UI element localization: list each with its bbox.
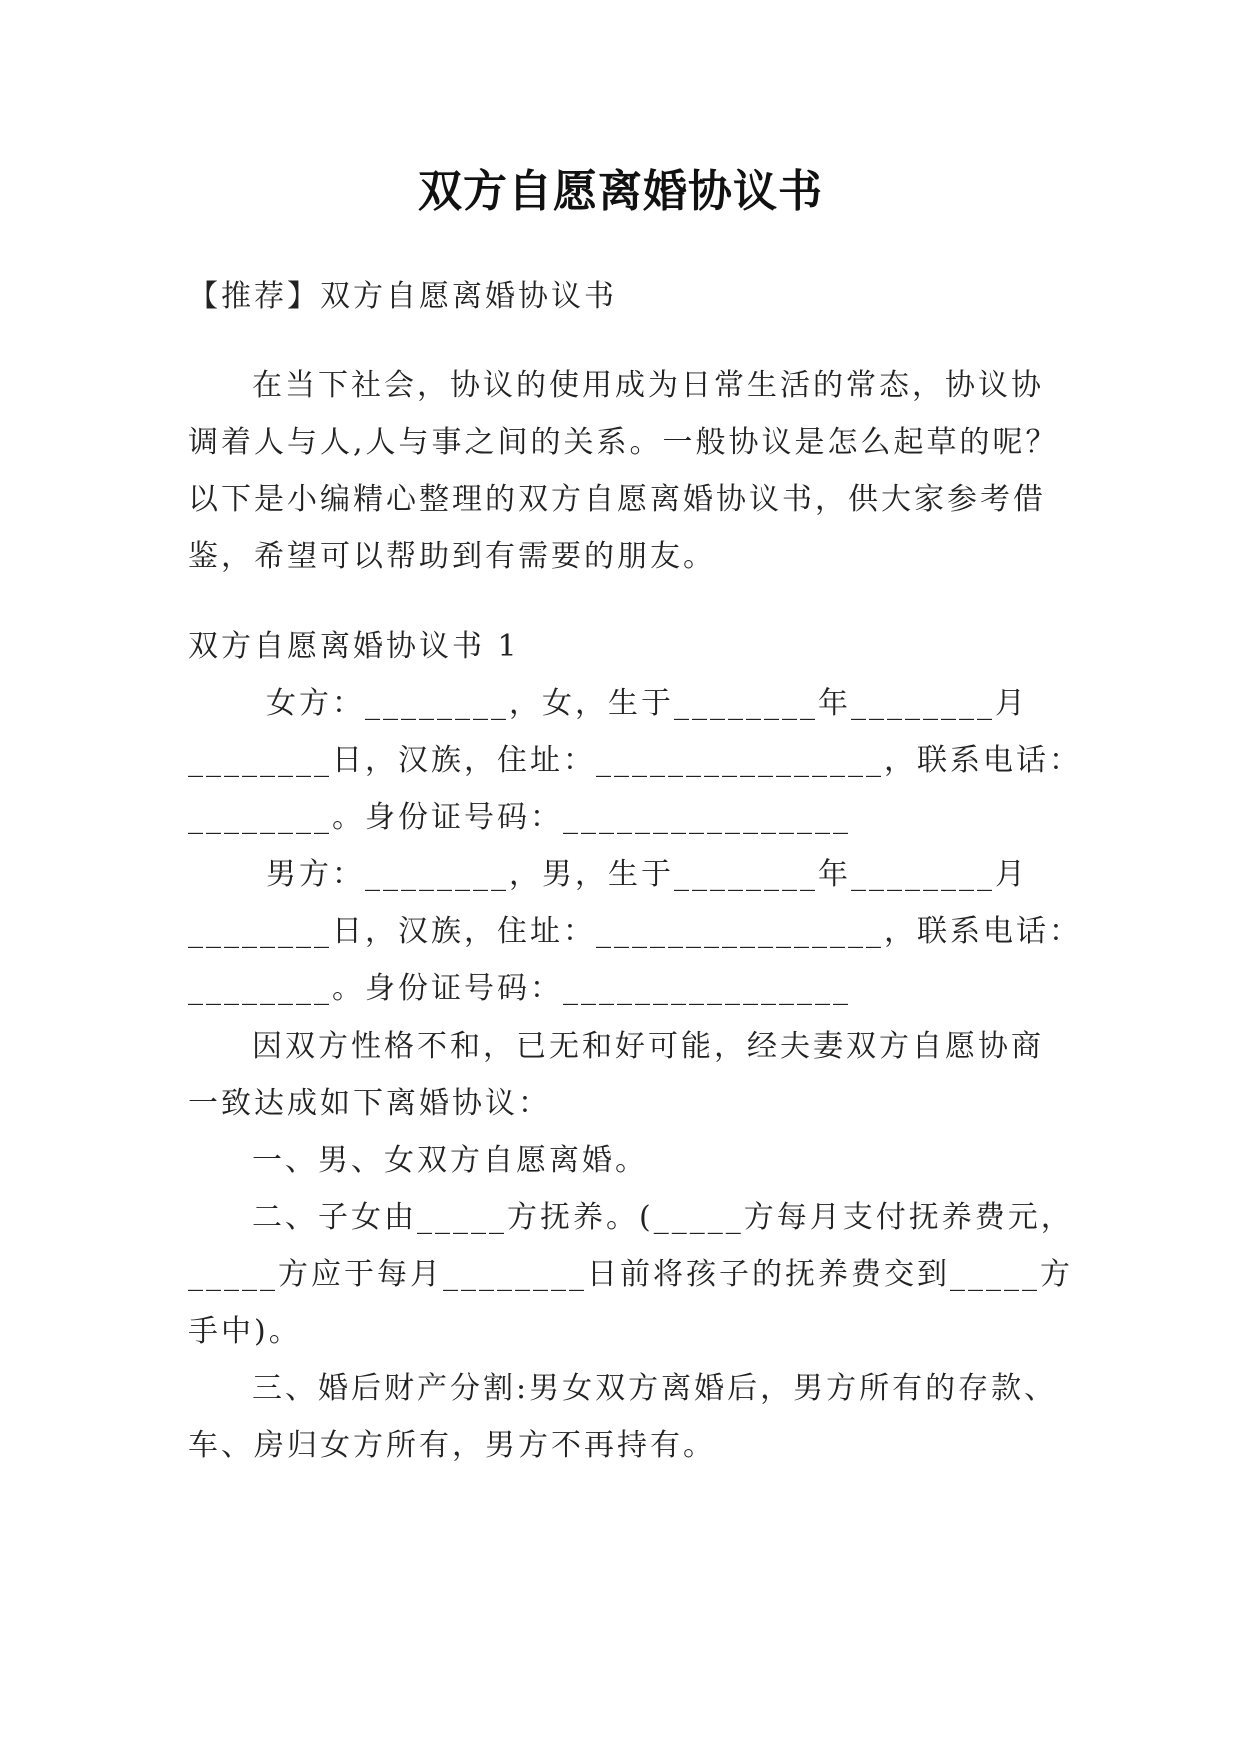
male-line-1: 男方：________，男，生于________年________月	[266, 857, 1028, 892]
intro-line-3: 以下是小编精心整理的双方自愿离婚协议书，供大家参考借	[188, 482, 1046, 517]
clause-3-line-2: 车、房归女方所有，男方不再持有。	[188, 1428, 716, 1463]
intro-line-4: 鉴，希望可以帮助到有需要的朋友。	[188, 539, 716, 574]
female-line-2: ________日，汉族，住址：________________，联系电话：	[188, 743, 1082, 778]
reason-line-2: 一致达成如下离婚协议：	[188, 1086, 551, 1121]
clause-3-line-1: 三、婚后财产分割:男女双方离婚后，男方所有的存款、	[252, 1371, 1058, 1406]
clause-2-line-1: 二、子女由_____方抚养。(_____方每月支付抚养费元，	[252, 1200, 1074, 1235]
section-heading: 双方自愿离婚协议书 1	[188, 629, 520, 664]
clause-2-line-2: _____方应于每月________日前将孩子的抚养费交到_____方	[188, 1257, 1073, 1292]
intro-line-2: 调着人与人,人与事之间的关系。一般协议是怎么起草的呢？	[188, 425, 1059, 460]
male-line-3: ________。身份证号码：________________	[188, 971, 851, 1006]
clause-2-line-3: 手中)。	[188, 1314, 302, 1349]
female-line-3: ________。身份证号码：________________	[188, 800, 851, 835]
intro-line-1: 在当下社会，协议的使用成为日常生活的常态，协议协	[252, 368, 1044, 403]
recommend-line: 【推荐】双方自愿离婚协议书	[188, 279, 617, 314]
document-title: 双方自愿离婚协议书	[418, 166, 823, 217]
reason-line-1: 因双方性格不和，已无和好可能，经夫妻双方自愿协商	[252, 1029, 1044, 1064]
male-line-2: ________日，汉族，住址：________________，联系电话：	[188, 914, 1082, 949]
female-line-1: 女方：________，女，生于________年________月	[266, 686, 1028, 721]
clause-1: 一、男、女双方自愿离婚。	[252, 1143, 648, 1178]
